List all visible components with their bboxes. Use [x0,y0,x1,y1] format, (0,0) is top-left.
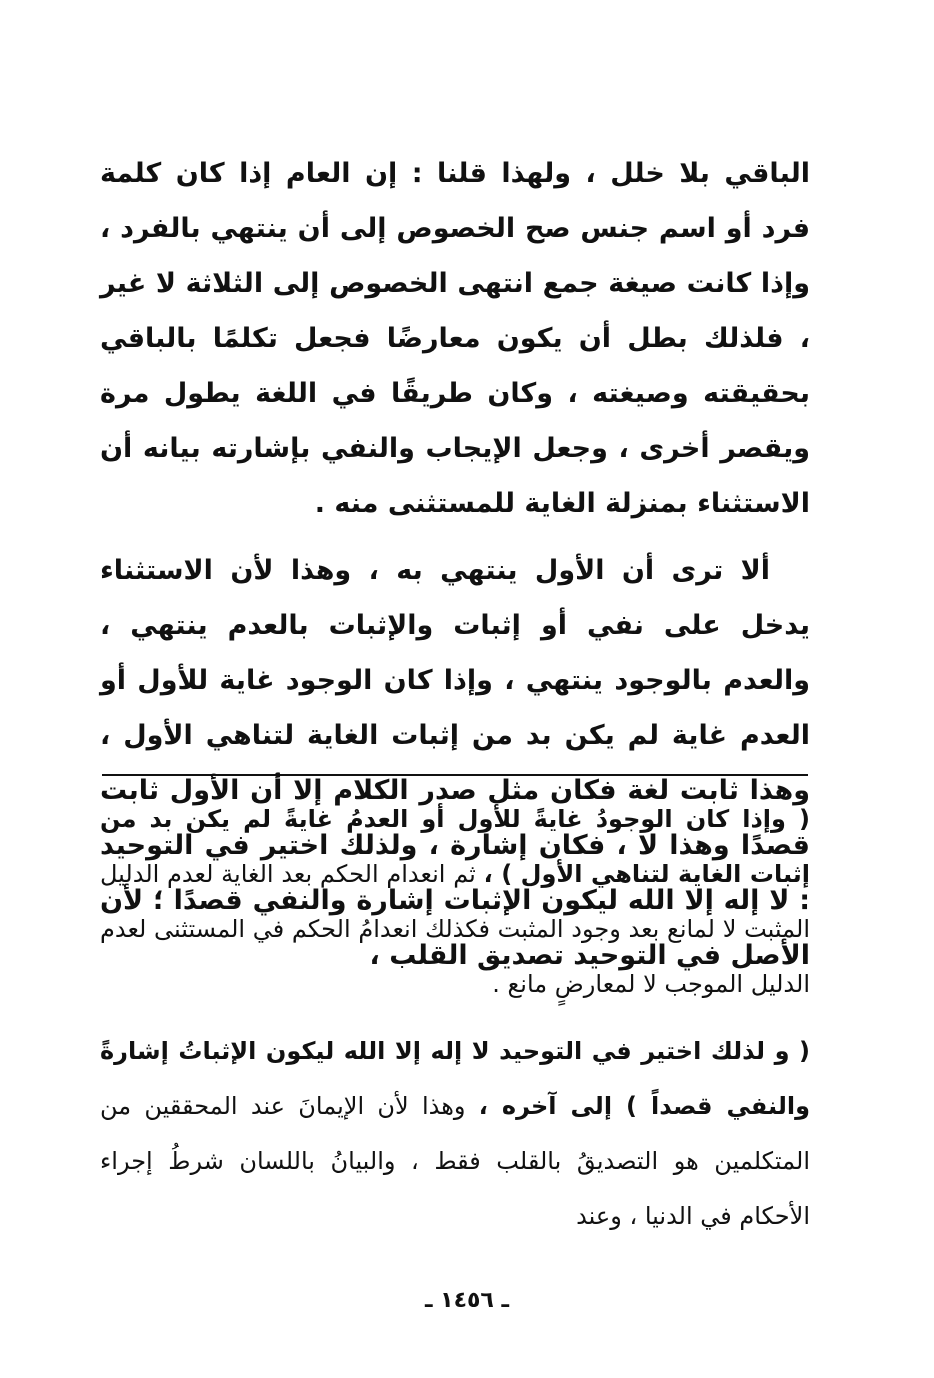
commentary-paragraph-2 [100,1024,810,1244]
main-paragraph-1: الباقي بلا خلل ، ولهذا قلنا : إن العام إذا كان كلمة فرد أو اسم جنس صح الخصوص إلى أن ينتهي بالفرد ، وإذا كانت صيغة جمع انتهى الخصوص إلى الثلاثة لا غير ، فلذلك بطل أن يكون معارضًا فجعل تكلمًا بالباقي بحقيقته وصيغته ، وكان طريقًا في اللغة يطول مرة ويقصر أخرى ، وجعل الإيجاب والنفي بإشارته بيانه أن الاستثناء بمنزلة الغاية للمستثنى منه . [100,158,810,519]
commentary-text-2: وهذا لأن الإيمانَ عند المحققين من المتكلمين هو التصديقُ بالقلب فقط ، والبيانُ باللسان شرطُ إجراء الأحكام في الدنيا ، وعند [100,1092,810,1230]
commentary-quote-2: ( و لذلك اختير في التوحيد لا إله إلا الله ليكون الإثباتُ إشارةً والنفي قصداً ) إلى آخره ، [100,1037,810,1120]
main-paragraph-2: ألا ترى أن الأول ينتهي به ، وهذا لأن الاستثناء يدخل على نفي أو إثبات والإثبات بالعدم ينتهي ، والعدم بالوجود ينتهي ، وإذا كان الوجود غاية للأول أو العدم غاية لم يكن بد من إثبات الغاية لتناهي الأول ، وهذا ثابت لغة فكان مثل صدر الكلام إلا أن الأول ثابت قصدًا وهذا لا ، فكان إشارة ، ولذلك اختير في التوحيد : لا إله إلا الله ليكون الإثبات إشارة والنفي قصدًا ؛ لأن الأصل في التوحيد تصديق القلب ، [100,555,810,971]
commentary-block [100,792,810,1244]
commentary-paragraph-1 [100,792,810,1012]
commentary-text-1: ثم انعدام الحكم بعد الغاية لعدم الدليل المثبت لا لمانع بعد وجود المثبت فكذلك انعدامُ الحكم في المستثنى لعدم الدليل الموجب لا لمعارضٍ مانع . [100,860,810,998]
page-number: ـ ١٤٥٦ ـ [424,1288,510,1313]
commentary-quote-1: ( وإذا كان الوجودُ غايةً للأول أو العدمُ غايةً لم يكن بد من إثبات الغاية لتناهي الأول ) ، [100,805,810,888]
footnote-divider [102,774,808,776]
